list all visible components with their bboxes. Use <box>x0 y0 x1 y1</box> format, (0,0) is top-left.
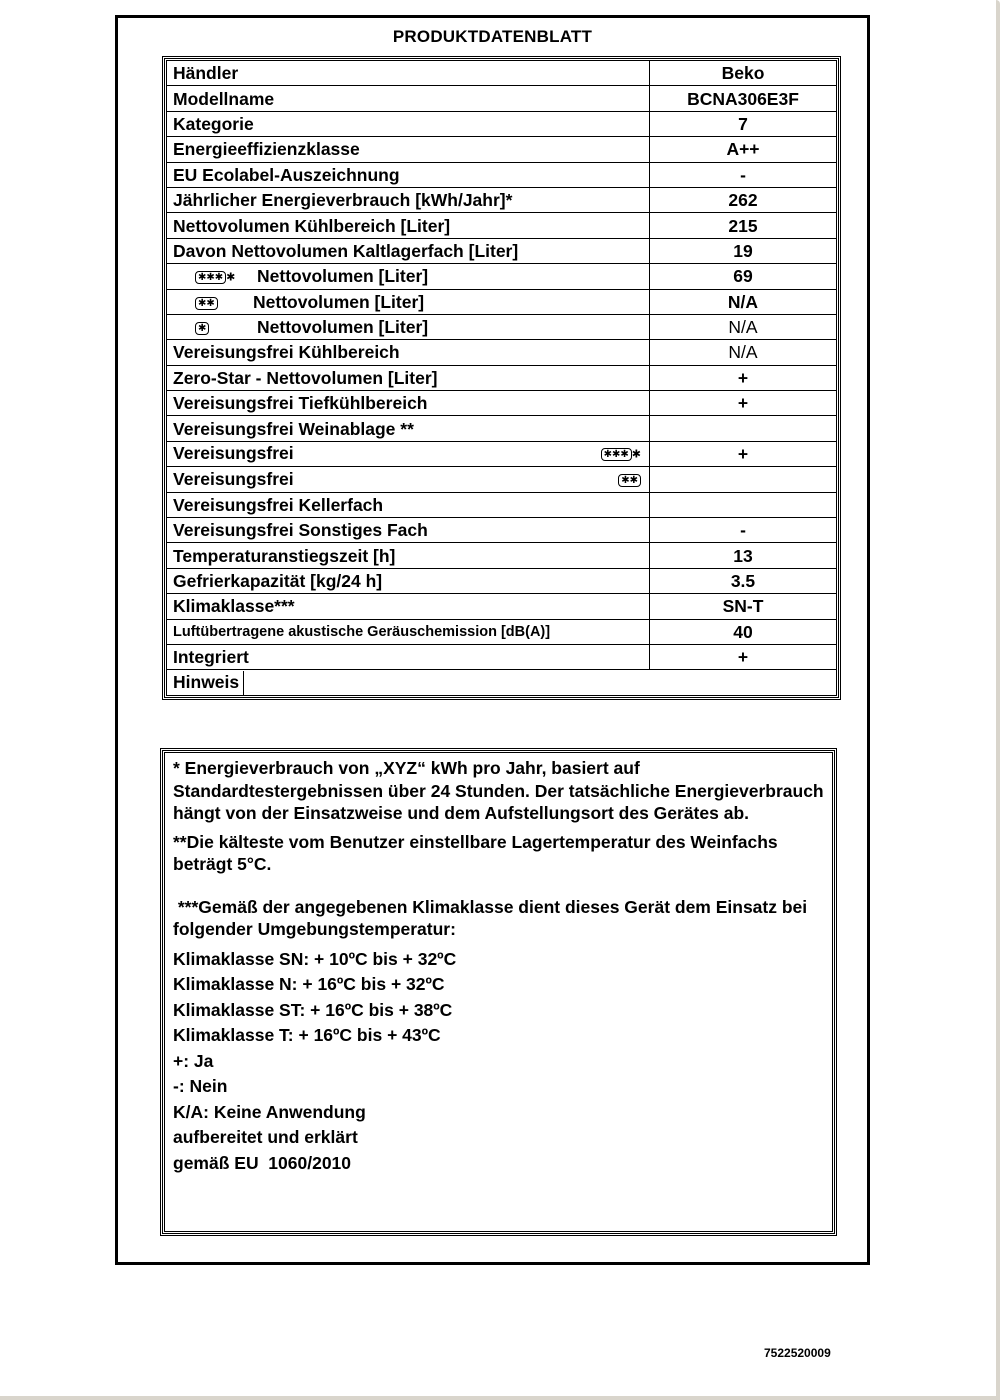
legend-list <box>173 1049 824 1177</box>
table-row <box>167 162 837 187</box>
row-value: + <box>650 391 837 416</box>
star-box: ✱ <box>195 322 209 335</box>
row-value: SN-T <box>650 594 837 619</box>
row-label: Integriert <box>173 647 249 668</box>
row-label-cell <box>167 416 650 441</box>
climate-class-item: Klimaklasse T: + 16ºC bis + 43ºC <box>173 1025 441 1045</box>
row-label-cell <box>167 86 650 111</box>
climate-class-item: Klimaklasse ST: + 16ºC bis + 38ºC <box>173 999 453 1020</box>
row-label-cell <box>167 61 650 86</box>
row-label: EU Ecolabel-Auszeichnung <box>173 164 400 185</box>
row-label: Vereisungsfrei Sonstiges Fach <box>173 520 428 541</box>
row-value: + <box>650 644 837 669</box>
table-row <box>167 111 837 136</box>
row-label-cell <box>167 289 650 314</box>
table-row <box>167 594 837 619</box>
row-value: N/A <box>650 314 837 339</box>
row-label: Klimaklasse*** <box>173 596 295 617</box>
row-value: - <box>650 518 837 543</box>
row-value: 215 <box>650 213 837 238</box>
row-value: 3.5 <box>650 568 837 593</box>
row-label-cell <box>167 340 650 365</box>
row-label: Händler <box>173 63 239 84</box>
footnote-wine: **Die kälteste vom Benutzer einstellbare Lagertemperatur des Weinfachs beträgt 5°C. <box>173 831 778 874</box>
climate-class-list <box>173 947 824 1049</box>
row-label-cell <box>167 441 650 466</box>
legend-item: aufbereitet und erklärt <box>173 1127 358 1147</box>
row-label: Modellname <box>173 88 275 109</box>
table-row <box>167 340 837 365</box>
table-row <box>167 289 837 314</box>
row-value: 13 <box>650 543 837 568</box>
row-value: 19 <box>650 238 837 263</box>
row-value: A++ <box>650 137 837 162</box>
climate-class-item: Klimaklasse N: + 16ºC bis + 32ºC <box>173 974 445 994</box>
row-label-cell <box>167 187 650 212</box>
row-label-cell <box>167 644 650 669</box>
star-box: ✱✱✱ <box>601 448 632 461</box>
footnote-energy: * Energieverbrauch von „XYZ“ kWh pro Jahr, basiert auf Standardtestergebnissen über 24 Stunden. Der tatsächliche Energieverbrauch hängt von der Einsatzweise und dem Aufstellungsort des Gerätes ab. <box>173 758 824 823</box>
table-row <box>167 187 837 212</box>
row-value <box>650 467 837 492</box>
four-star-freezer-icon <box>601 442 641 465</box>
table-row <box>167 644 837 669</box>
row-label-cell <box>167 543 650 568</box>
table-row <box>167 314 837 339</box>
table-row <box>167 238 837 263</box>
table-row <box>167 61 837 86</box>
footnote-climate: ***Gemäß der angegebenen Klimaklasse dient dieses Gerät dem Einsatz bei folgender Umgebungstemperatur: <box>173 896 813 939</box>
table-row <box>167 518 837 543</box>
table-row <box>167 391 837 416</box>
datasheet-frame <box>115 15 870 1265</box>
row-label: Kategorie <box>173 113 254 134</box>
table-row <box>167 86 837 111</box>
row-value: + <box>650 365 837 390</box>
row-value: 69 <box>650 264 837 289</box>
row-label-cell <box>167 314 650 339</box>
table-row <box>167 416 837 441</box>
row-label-cell <box>167 137 650 162</box>
row-label: Energieeffizienzklasse <box>173 139 360 160</box>
row-label-cell <box>167 162 650 187</box>
row-value: Beko <box>650 61 837 86</box>
row-label: Jährlicher Energieverbrauch [kWh/Jahr]* <box>173 190 513 211</box>
table-row <box>167 137 837 162</box>
extra-star: ✱ <box>631 448 641 461</box>
table-row <box>167 543 837 568</box>
row-value: BCNA306E3F <box>650 86 837 111</box>
two-star-freezer-icon <box>195 291 253 313</box>
row-value: 7 <box>650 111 837 136</box>
table-row <box>167 467 837 492</box>
star-box: ✱✱ <box>618 474 641 487</box>
row-label-cell <box>167 467 650 492</box>
table-row <box>167 441 837 466</box>
document-number: 7522520009 <box>764 1346 831 1360</box>
legend-item: +: Ja <box>173 1050 214 1071</box>
row-value: 40 <box>650 619 837 644</box>
legend-item: gemäß EU 1060/2010 <box>173 1152 352 1173</box>
row-label-cell <box>167 238 650 263</box>
hint-row <box>167 670 837 695</box>
row-label: Nettovolumen [Liter] <box>257 265 429 286</box>
row-label-cell <box>167 111 650 136</box>
row-value: + <box>650 441 837 466</box>
document-title: PRODUKTDATENBLATT <box>392 27 593 46</box>
table-row <box>167 619 837 644</box>
row-label: Nettovolumen Kühlbereich [Liter] <box>173 215 451 236</box>
row-label-cell <box>167 568 650 593</box>
row-label-cell <box>167 594 650 619</box>
legend-item: K/A: Keine Anwendung <box>173 1101 366 1122</box>
table-row <box>167 568 837 593</box>
row-label: Zero-Star - Nettovolumen [Liter] <box>173 367 438 388</box>
row-label-cell <box>167 492 650 517</box>
row-label: Luftübertragene akustische Geräuschemission [dB(A)] <box>173 623 551 640</box>
table-row <box>167 213 837 238</box>
row-label: Vereisungsfrei <box>173 469 294 490</box>
row-label: Vereisungsfrei Weinablage ** <box>173 418 414 439</box>
row-label-cell <box>167 518 650 543</box>
row-value: 262 <box>650 187 837 212</box>
one-star-freezer-icon <box>195 316 257 338</box>
row-label: Gefrierkapazität [kg/24 h] <box>173 571 383 591</box>
row-value: N/A <box>650 289 837 314</box>
row-label-cell <box>167 213 650 238</box>
page-edge-shadow <box>0 1396 1000 1400</box>
row-label: Temperaturanstiegszeit [h] <box>173 545 396 566</box>
table-row <box>167 365 837 390</box>
extra-star: ✱ <box>226 271 236 283</box>
row-label: Vereisungsfrei Kühlbereich <box>173 342 400 363</box>
star-box: ✱✱ <box>195 297 218 310</box>
table-row <box>167 492 837 517</box>
star-box: ✱✱✱ <box>195 271 226 284</box>
row-label-cell <box>167 619 650 644</box>
hint-cell <box>167 670 837 695</box>
row-label: Nettovolumen [Liter] <box>253 291 425 312</box>
row-value <box>650 416 837 441</box>
four-star-freezer-icon <box>195 265 257 288</box>
page-edge-shadow <box>996 0 1000 1400</box>
row-label: Vereisungsfrei Kellerfach <box>173 494 384 515</box>
row-value: N/A <box>650 340 837 365</box>
legend-item: -: Nein <box>173 1076 228 1096</box>
row-label-cell <box>167 391 650 416</box>
two-star-freezer-icon <box>618 468 641 490</box>
row-label: Davon Nettovolumen Kaltlagerfach [Liter] <box>173 240 519 261</box>
hint-label: Hinweis <box>167 671 244 695</box>
row-label-cell <box>167 365 650 390</box>
climate-class-item: Klimaklasse SN: + 10ºC bis + 32ºC <box>173 948 457 969</box>
row-value <box>650 492 837 517</box>
row-label: Vereisungsfrei Tiefkühlbereich <box>173 393 428 414</box>
row-label: Nettovolumen [Liter] <box>257 317 429 338</box>
row-label-cell <box>167 264 650 289</box>
row-value: - <box>650 162 837 187</box>
table-row <box>167 264 837 289</box>
row-label: Vereisungsfrei <box>173 443 294 464</box>
footnotes-box <box>160 748 837 1236</box>
product-data-table <box>162 56 841 700</box>
